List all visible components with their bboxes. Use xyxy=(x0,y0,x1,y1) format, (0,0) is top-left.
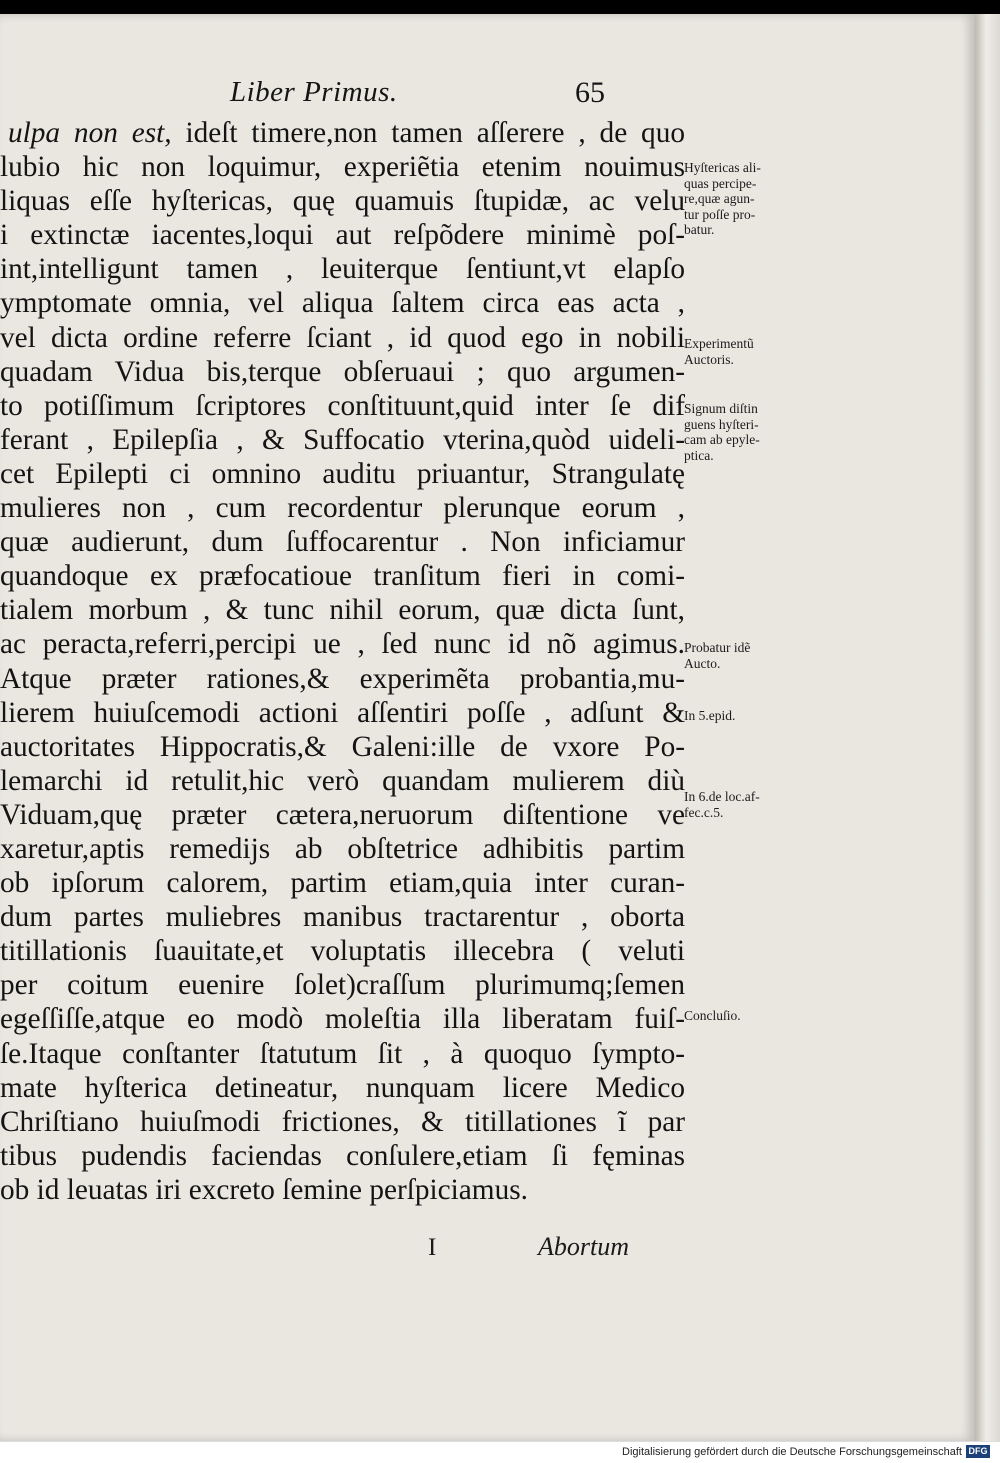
text-line: ob id leuatas iri excreto ſemine perſpiciamus. xyxy=(0,1173,528,1206)
text-line: ulpa non est, ideſt timere,non tamen aſſerere , de quo xyxy=(8,117,685,149)
text-line: ac peracta,referri,percipi ue , ſed nunc id nõ agimus. xyxy=(0,628,685,661)
margin-note: Experimentũ Auctoris. xyxy=(684,336,754,367)
margin-note: In 6.de loc.af- fec.c.5. xyxy=(684,789,760,820)
text-line: xaretur,aptis remedijs ab obſtetrice adhibitis partim xyxy=(0,832,685,865)
book-page xyxy=(0,14,975,1441)
body-text xyxy=(0,116,685,1207)
text-line: tibus pudendis faciendas conſulere,etiam ſi fęminas xyxy=(0,1139,685,1172)
margin-note: In 5.epid. xyxy=(684,708,736,723)
running-head xyxy=(230,76,640,109)
margin-note: Signum diſtin guens hyſteri- cam ab epyle- ptica. xyxy=(684,401,760,463)
text-line: lierem huiuſcemodi actioni aſſentiri poſſe , adſunt & xyxy=(0,696,685,729)
page-number: 65 xyxy=(575,76,605,109)
signature-mark: I xyxy=(428,1234,437,1261)
text-line: liquas eſſe hyſtericas, quę quamuis ſtupidæ, ac velu xyxy=(0,185,685,218)
running-head-title: Liber Primus. xyxy=(230,76,398,108)
text-line: Atque præter rationes,& experimẽta probantia,mu- xyxy=(0,662,685,695)
text-line: lemarchi id retulit,hic verò quandam mulierem diù xyxy=(0,764,685,797)
text-line: cet Epilepti ci omnino auditu priuantur, Strangulatę xyxy=(0,457,685,490)
catchword: Abortum xyxy=(538,1232,629,1261)
text-line: to potiſſimum ſcriptores conſtituunt,quid inter ſe dif xyxy=(0,389,685,422)
text-line: ferant , Epilepſia , & Suffocatio vterina,quòd uideli- xyxy=(0,423,685,456)
text-line: vel dicta ordine referre ſciant , id quod ego in nobili xyxy=(0,321,685,354)
text-line: per coitum euenire ſolet)craſſum plurimumq;ſemen xyxy=(0,969,685,1002)
margin-note: Probatur idẽ Aucto. xyxy=(684,640,751,671)
text-line: i extinctæ iacentes,loqui aut reſpõdere minimè poſ- xyxy=(0,219,685,252)
text-line: egeſſiſſe,atque eo modò moleſtia illa liberatam fuiſ- xyxy=(0,1003,685,1036)
margin-note: Concluſio. xyxy=(684,1008,741,1023)
text-line: ob ipſorum calorem, partim etiam,quia inter curan- xyxy=(0,867,685,900)
margin-note: Hyſtericas ali- quas percipe- re,quæ agun- tur poſſe pro- batur. xyxy=(684,160,761,237)
text-line: auctoritates Hippocratis,& Galeni:ille de vxore Po- xyxy=(0,730,685,763)
text-line: lubio hic non loquimur, experiẽtia etenim nouimus xyxy=(0,151,685,184)
text-line: quæ audierunt, dum ſuffocarentur . Non inficiamur xyxy=(0,526,685,559)
text-line: ymptomate omnia, vel aliqua ſaltem circa eas acta , xyxy=(0,287,685,320)
text-line: Viduam,quę præter cætera,neruorum diſtentione ve xyxy=(0,798,685,831)
text-line: tialem morbum , & tunc nihil eorum, quæ dicta ſunt, xyxy=(0,594,685,627)
text-line: int,intelligunt tamen , leuiterque ſentiunt,vt elapſo xyxy=(0,253,685,286)
text-line: titillationis ſuauitate,et voluptatis illecebra ( veluti xyxy=(0,935,685,968)
text-line: quandoque ex præfocatioue tranſitum fieri in comi- xyxy=(0,560,685,593)
text-line: Chriſtiano huiuſmodi frictiones, & titillationes ĩ par xyxy=(0,1105,685,1138)
page-fore-edge xyxy=(975,14,1000,1441)
dfg-logo: DFG xyxy=(966,1445,990,1458)
text-line: mulieres non , cum recordentur plerunque eorum , xyxy=(0,492,685,525)
text-line: mate hyſterica detineatur, nunquam licere Medico xyxy=(0,1071,685,1104)
text-line: dum partes muliebres manibus tractarentur , oborta xyxy=(0,901,685,934)
text-line: quadam Vidua bis,terque obſeruaui ; quo argumen- xyxy=(0,355,685,388)
text-line: ſe.Itaque conſtanter ſtatutum ſit , à quoquo ſympto- xyxy=(0,1037,685,1070)
footer-credit: Digitalisierung gefördert durch die Deutsche Forschungsgemeinschaft xyxy=(622,1446,962,1458)
footer-bar xyxy=(0,1441,1000,1463)
